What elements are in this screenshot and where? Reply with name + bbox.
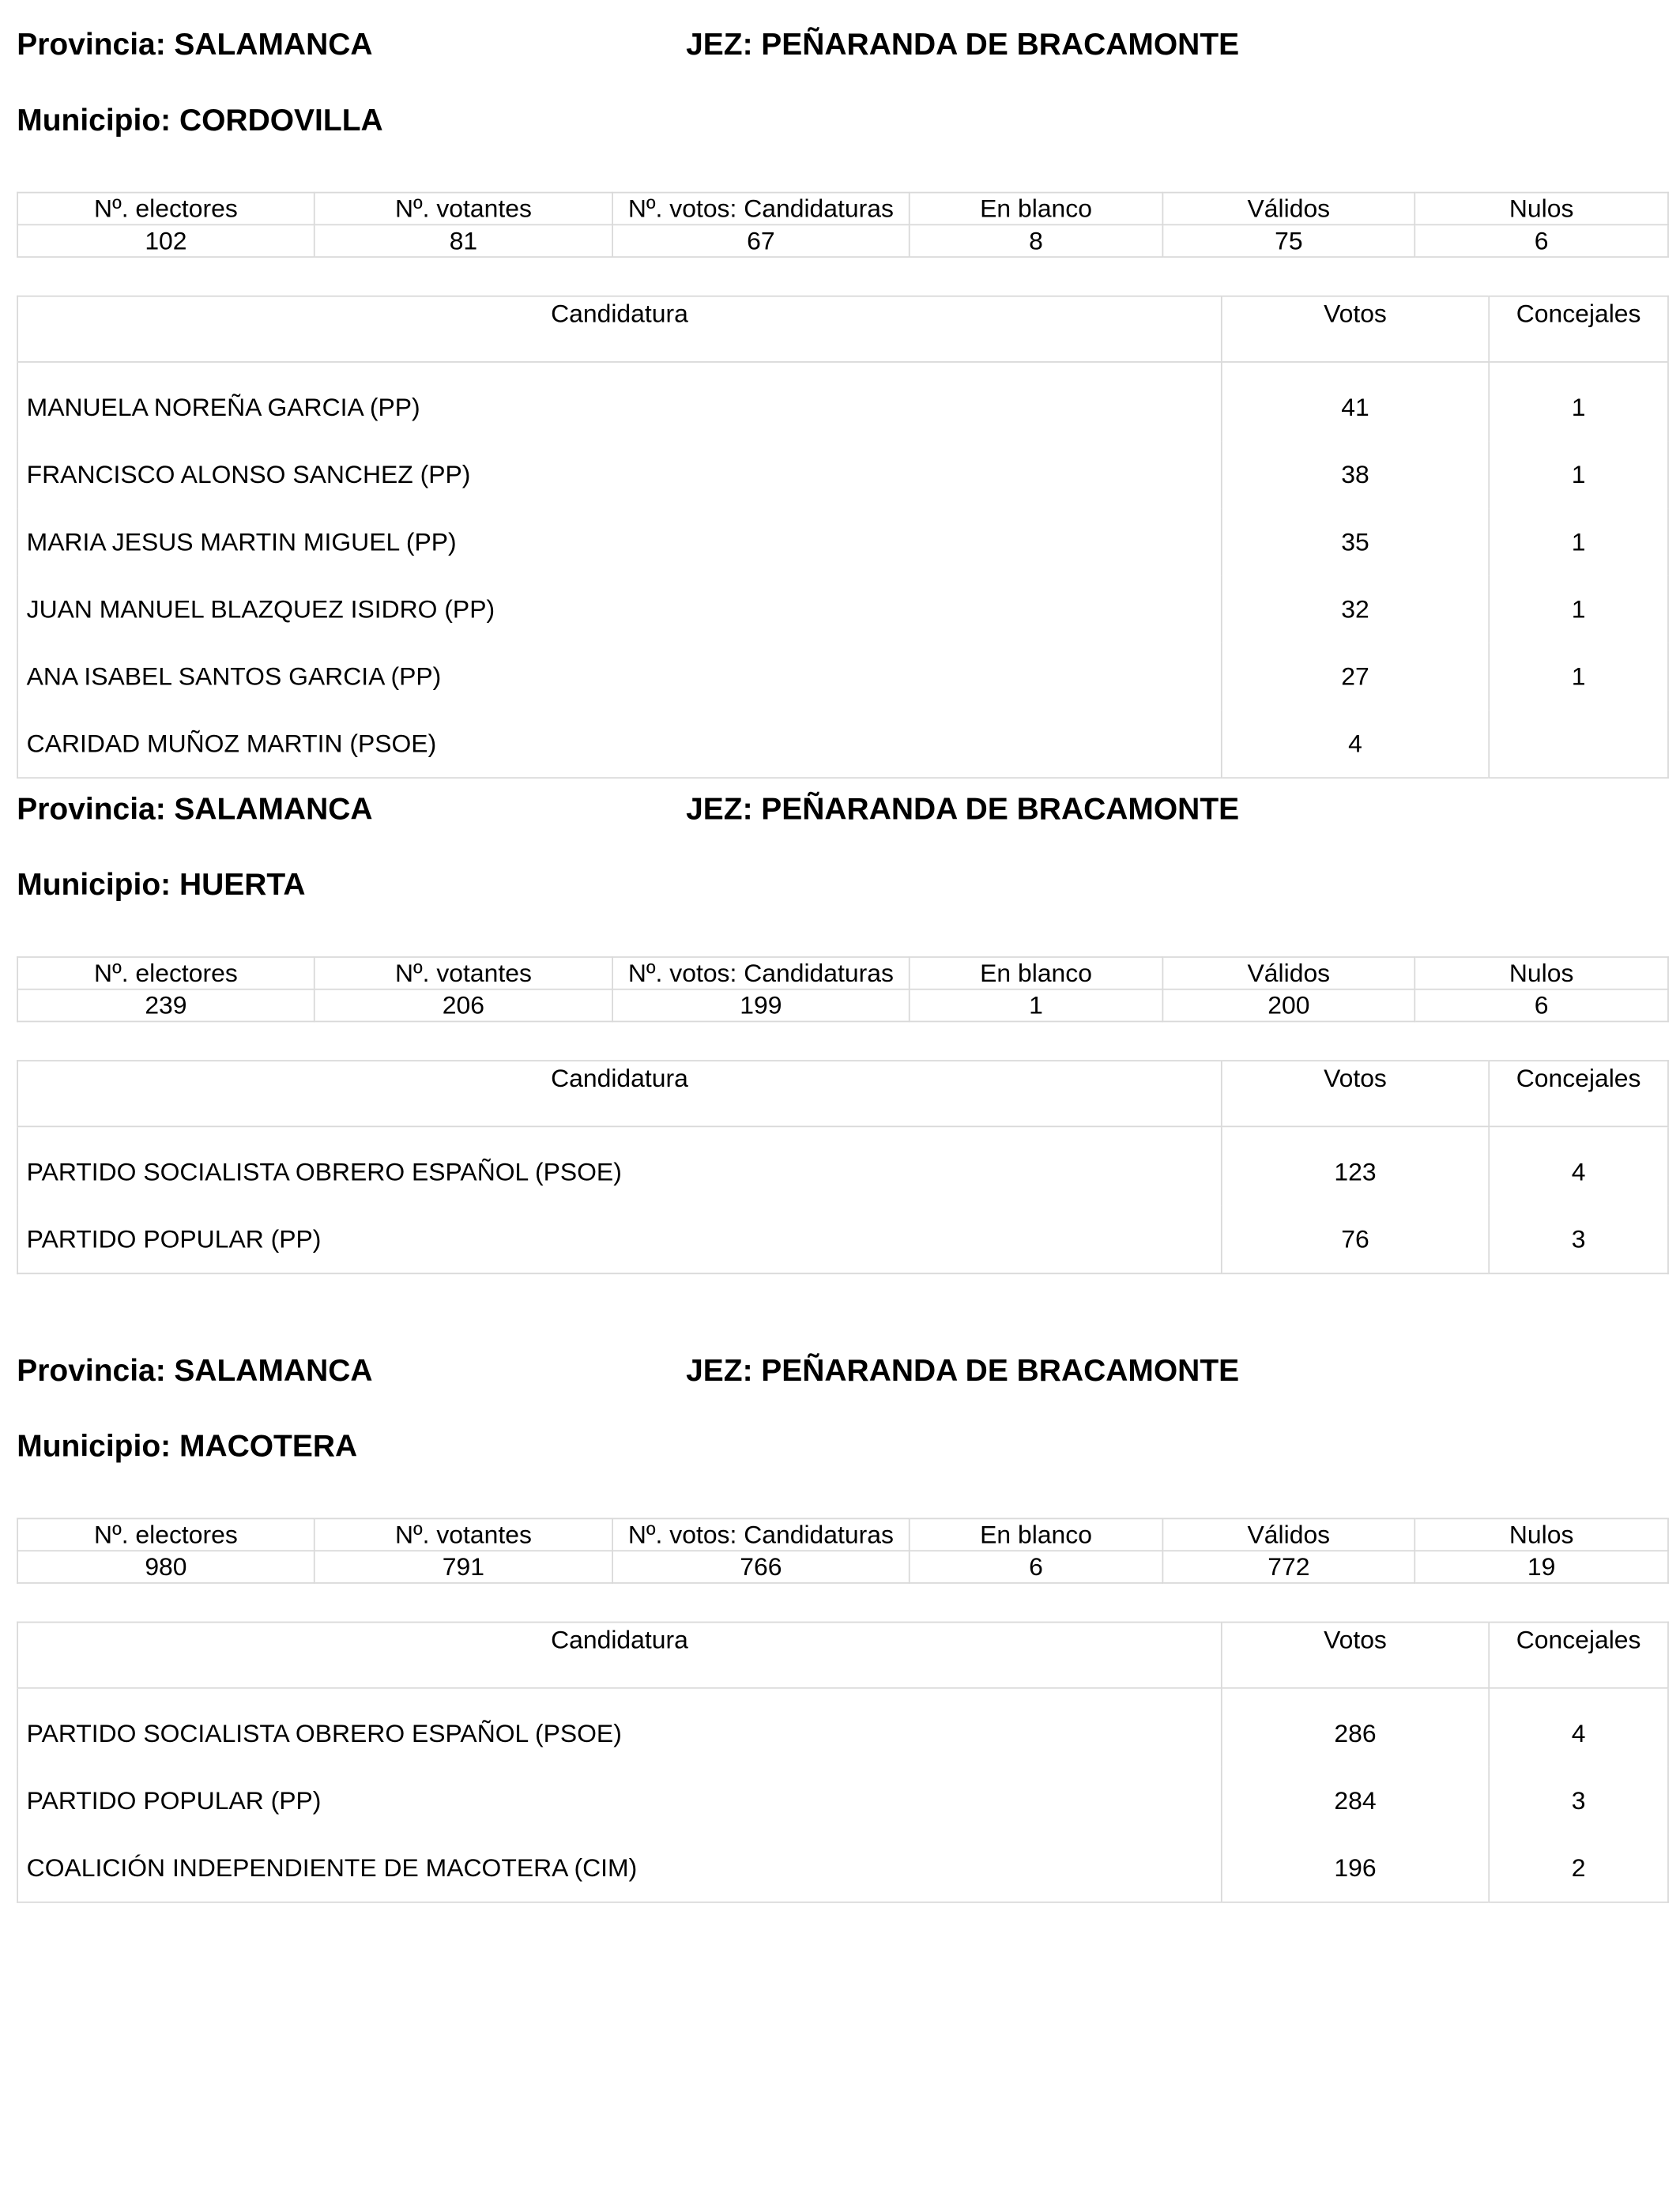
stats-table bbox=[17, 956, 1669, 1022]
municipio-label: Municipio: bbox=[17, 1428, 171, 1464]
jez-heading bbox=[686, 1350, 1239, 1392]
stats-header-votantes: Nº. votantes bbox=[315, 1518, 612, 1551]
candidates-header-row bbox=[17, 296, 1668, 362]
candidates-header-concejales: Concejales bbox=[1489, 296, 1668, 362]
stats-value-electores: 102 bbox=[17, 224, 315, 257]
municipio-value: MACOTERA bbox=[179, 1428, 358, 1464]
table-row bbox=[17, 441, 1668, 508]
candidate-votes: 284 bbox=[1222, 1767, 1489, 1834]
candidate-votes: 123 bbox=[1222, 1126, 1489, 1205]
stats-header-votos-candidaturas: Nº. votos: Candidaturas bbox=[612, 957, 910, 990]
stats-header-electores: Nº. electores bbox=[17, 957, 315, 990]
table-row bbox=[17, 1205, 1668, 1273]
provincia-value: SALAMANCA bbox=[174, 791, 373, 827]
stats-header-en-blanco: En blanco bbox=[910, 1518, 1163, 1551]
stats-value-en-blanco: 8 bbox=[910, 224, 1163, 257]
candidates-header-votos: Votos bbox=[1222, 1623, 1489, 1688]
candidate-name: MARIA JESUS MARTIN MIGUEL (PP) bbox=[17, 508, 1222, 575]
stats-header-validos: Válidos bbox=[1162, 957, 1414, 990]
stats-value-row bbox=[17, 224, 1668, 257]
provincia-value: SALAMANCA bbox=[174, 26, 373, 62]
stats-value-validos: 75 bbox=[1162, 224, 1414, 257]
stats-header-votos-candidaturas: Nº. votos: Candidaturas bbox=[612, 1518, 910, 1551]
candidate-seats: 1 bbox=[1571, 594, 1586, 623]
candidate-name: CARIDAD MUÑOZ MARTIN (PSOE) bbox=[17, 710, 1222, 778]
stats-header-votantes: Nº. votantes bbox=[315, 193, 612, 225]
stats-value-votantes: 81 bbox=[315, 224, 612, 257]
municipio-value: HUERTA bbox=[179, 866, 306, 902]
candidate-seats: 3 bbox=[1571, 1224, 1586, 1253]
municipio-heading bbox=[17, 100, 382, 141]
candidate-votes: 35 bbox=[1222, 508, 1489, 575]
stats-header-nulos: Nulos bbox=[1414, 193, 1668, 225]
stats-value-nulos: 6 bbox=[1414, 224, 1668, 257]
municipality-section-cordovilla bbox=[0, 24, 1680, 757]
candidate-votes: 286 bbox=[1222, 1688, 1489, 1767]
table-row bbox=[17, 710, 1668, 778]
stats-value-electores: 980 bbox=[17, 1551, 315, 1583]
candidate-name: PARTIDO POPULAR (PP) bbox=[17, 1205, 1222, 1273]
candidate-votes: 41 bbox=[1222, 362, 1489, 441]
provincia-label: Provincia: bbox=[17, 791, 166, 827]
candidate-seats: 2 bbox=[1571, 1853, 1586, 1882]
stats-value-row bbox=[17, 1551, 1668, 1583]
stats-table bbox=[17, 1518, 1669, 1584]
stats-header-validos: Válidos bbox=[1162, 1518, 1414, 1551]
municipio-heading bbox=[17, 1426, 357, 1468]
candidate-seats bbox=[1489, 710, 1668, 778]
jez-label: JEZ: bbox=[686, 26, 753, 62]
provincia-heading bbox=[17, 1350, 372, 1392]
stats-header-row bbox=[17, 193, 1668, 225]
candidates-header-candidatura: Candidatura bbox=[17, 296, 1222, 362]
municipio-value: CORDOVILLA bbox=[179, 102, 383, 138]
candidates-header-row bbox=[17, 1623, 1668, 1688]
stats-header-nulos: Nulos bbox=[1414, 957, 1668, 990]
candidates-header-votos: Votos bbox=[1222, 1061, 1489, 1126]
candidates-table bbox=[17, 1060, 1669, 1274]
jez-heading bbox=[686, 788, 1239, 830]
stats-value-validos: 200 bbox=[1162, 990, 1414, 1022]
stats-header-votos-candidaturas: Nº. votos: Candidaturas bbox=[612, 193, 910, 225]
table-row bbox=[17, 1834, 1668, 1902]
stats-value-votantes: 206 bbox=[315, 990, 612, 1022]
table-row bbox=[17, 1688, 1668, 1767]
candidate-votes: 196 bbox=[1222, 1834, 1489, 1902]
stats-header-en-blanco: En blanco bbox=[910, 193, 1163, 225]
municipio-label: Municipio: bbox=[17, 102, 171, 138]
candidates-header-concejales: Concejales bbox=[1489, 1061, 1668, 1126]
stats-header-votantes: Nº. votantes bbox=[315, 957, 612, 990]
table-row bbox=[17, 575, 1668, 643]
candidates-header-concejales: Concejales bbox=[1489, 1623, 1668, 1688]
municipio-label: Municipio: bbox=[17, 866, 171, 902]
stats-value-row bbox=[17, 990, 1668, 1022]
candidate-votes: 76 bbox=[1222, 1205, 1489, 1273]
stats-value-electores: 239 bbox=[17, 990, 315, 1022]
stats-value-en-blanco: 6 bbox=[910, 1551, 1163, 1583]
stats-value-votos-candidaturas: 67 bbox=[612, 224, 910, 257]
candidate-seats: 1 bbox=[1571, 392, 1586, 421]
table-row bbox=[17, 362, 1668, 441]
jez-label: JEZ: bbox=[686, 1352, 753, 1388]
candidates-table bbox=[17, 296, 1669, 778]
stats-value-nulos: 19 bbox=[1414, 1551, 1668, 1583]
stats-header-electores: Nº. electores bbox=[17, 193, 315, 225]
stats-value-votos-candidaturas: 766 bbox=[612, 1551, 910, 1583]
municipio-heading bbox=[17, 864, 305, 906]
stats-value-validos: 772 bbox=[1162, 1551, 1414, 1583]
candidate-votes: 32 bbox=[1222, 575, 1489, 643]
candidate-name: FRANCISCO ALONSO SANCHEZ (PP) bbox=[17, 441, 1222, 508]
stats-value-votantes: 791 bbox=[315, 1551, 612, 1583]
candidate-name: ANA ISABEL SANTOS GARCIA (PP) bbox=[17, 643, 1222, 710]
provincia-heading bbox=[17, 788, 372, 830]
candidate-seats: 4 bbox=[1571, 1157, 1586, 1186]
candidate-seats: 1 bbox=[1571, 662, 1586, 690]
jez-label: JEZ: bbox=[686, 791, 753, 827]
candidate-votes: 4 bbox=[1222, 710, 1489, 778]
provincia-value: SALAMANCA bbox=[174, 1352, 373, 1388]
municipality-section-huerta bbox=[0, 788, 1680, 1348]
stats-value-votos-candidaturas: 199 bbox=[612, 990, 910, 1022]
stats-header-en-blanco: En blanco bbox=[910, 957, 1163, 990]
candidate-votes: 27 bbox=[1222, 643, 1489, 710]
candidates-header-candidatura: Candidatura bbox=[17, 1623, 1222, 1688]
stats-value-nulos: 6 bbox=[1414, 990, 1668, 1022]
candidate-name: PARTIDO POPULAR (PP) bbox=[17, 1767, 1222, 1834]
municipality-section-macotera bbox=[0, 1350, 1680, 1910]
provincia-heading bbox=[17, 24, 372, 66]
candidate-seats: 1 bbox=[1571, 460, 1586, 488]
jez-value: PEÑARANDA DE BRACAMONTE bbox=[761, 26, 1240, 62]
candidate-name: COALICIÓN INDEPENDIENTE DE MACOTERA (CIM) bbox=[17, 1834, 1222, 1902]
candidate-votes: 38 bbox=[1222, 441, 1489, 508]
candidates-header-row bbox=[17, 1061, 1668, 1126]
candidate-name: PARTIDO SOCIALISTA OBRERO ESPAÑOL (PSOE) bbox=[17, 1688, 1222, 1767]
stats-header-electores: Nº. electores bbox=[17, 1518, 315, 1551]
stats-header-validos: Válidos bbox=[1162, 193, 1414, 225]
stats-header-nulos: Nulos bbox=[1414, 1518, 1668, 1551]
stats-table bbox=[17, 192, 1669, 258]
provincia-label: Provincia: bbox=[17, 1352, 166, 1388]
table-row bbox=[17, 643, 1668, 710]
candidate-name: PARTIDO SOCIALISTA OBRERO ESPAÑOL (PSOE) bbox=[17, 1126, 1222, 1205]
stats-value-en-blanco: 1 bbox=[910, 990, 1163, 1022]
jez-heading bbox=[686, 24, 1239, 66]
stats-header-row bbox=[17, 1518, 1668, 1551]
table-row bbox=[17, 1126, 1668, 1205]
candidate-seats: 4 bbox=[1571, 1718, 1586, 1747]
table-row bbox=[17, 508, 1668, 575]
candidate-name: JUAN MANUEL BLAZQUEZ ISIDRO (PP) bbox=[17, 575, 1222, 643]
provincia-label: Provincia: bbox=[17, 26, 166, 62]
candidate-seats: 1 bbox=[1571, 527, 1586, 556]
stats-header-row bbox=[17, 957, 1668, 990]
table-row bbox=[17, 1767, 1668, 1834]
candidates-header-candidatura: Candidatura bbox=[17, 1061, 1222, 1126]
jez-value: PEÑARANDA DE BRACAMONTE bbox=[761, 791, 1240, 827]
jez-value: PEÑARANDA DE BRACAMONTE bbox=[761, 1352, 1240, 1388]
candidate-seats: 3 bbox=[1571, 1785, 1586, 1815]
candidates-header-votos: Votos bbox=[1222, 296, 1489, 362]
candidate-name: MANUELA NOREÑA GARCIA (PP) bbox=[17, 362, 1222, 441]
candidates-table bbox=[17, 1622, 1669, 1903]
